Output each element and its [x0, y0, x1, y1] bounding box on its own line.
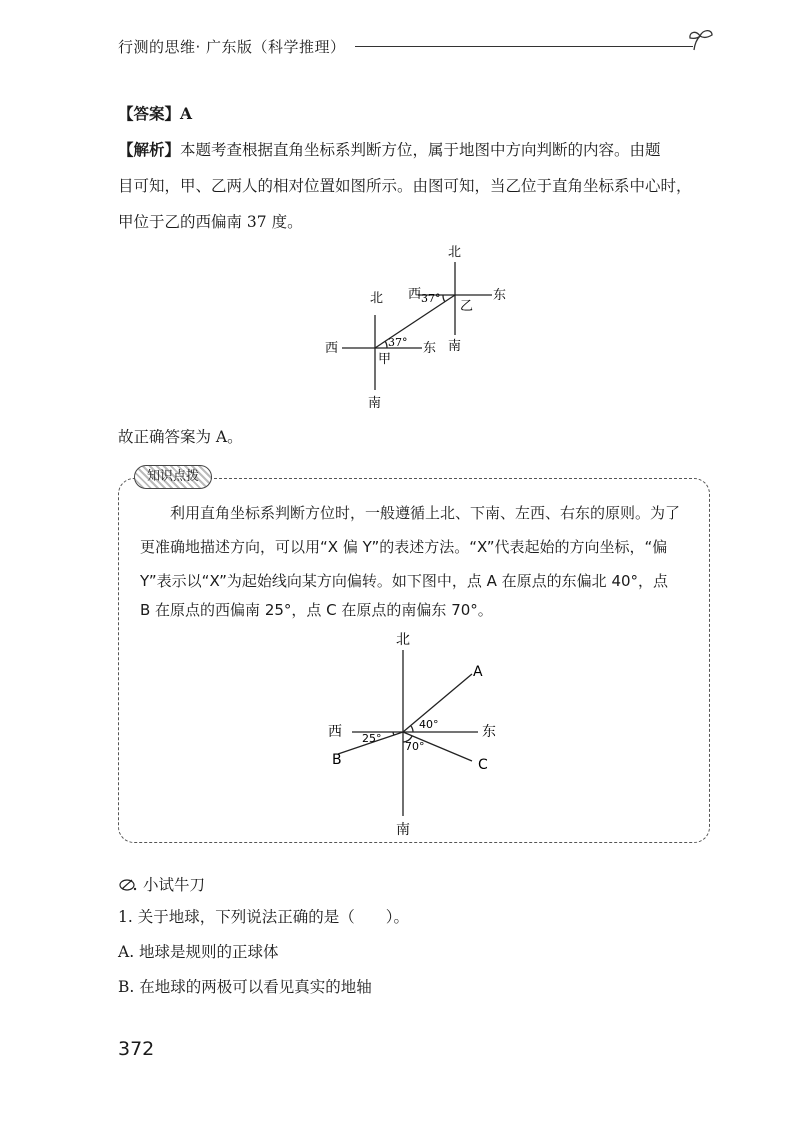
angle-b-label: 25° [362, 732, 382, 745]
practice-question: 1. 关于地球，下列说法正确的是（ ）。 [118, 908, 409, 926]
page-number: 372 [118, 1038, 155, 1060]
practice-heading-line [118, 872, 205, 898]
jia-yi-connection [375, 295, 455, 348]
point-c-label: C [478, 757, 488, 773]
figure-direction-diagram [310, 628, 510, 838]
tip-line-2: 更准确地描述方向，可以用“X 偏 Y”的表述方法。“X”代表起始的方向坐标，“偏 [140, 538, 668, 556]
answer-value: A [180, 104, 193, 123]
analysis-line-3: 甲位于乙的西偏南 37 度。 [118, 213, 303, 231]
jia-east-label: 东 [423, 341, 437, 356]
yi-angle-arc [443, 295, 445, 302]
jia-west-label: 西 [325, 341, 339, 356]
angle-a-arc [411, 726, 413, 732]
jia-name-label: 甲 [378, 352, 392, 367]
running-header: 行测的思维· 广东版（科学推理） [118, 38, 346, 56]
knowledge-tip-label: 知识点拨 [134, 465, 212, 489]
figure-jia-yi-diagram [300, 240, 540, 420]
answer-label: 【答案】 [118, 104, 181, 123]
pencil-icon [118, 877, 138, 891]
south-label: 南 [396, 822, 410, 838]
yi-east-label: 东 [493, 288, 507, 303]
point-b-label: B [332, 752, 342, 768]
jia-angle-arc [385, 341, 387, 348]
yi-west-label: 西 [408, 287, 422, 302]
practice-option-a: A. 地球是规则的正球体 [118, 943, 279, 961]
sprout-icon [686, 26, 716, 52]
angle-c-label: 70° [405, 740, 425, 753]
yi-angle-label: 37° [421, 292, 441, 305]
header-rule [355, 46, 693, 47]
west-label: 西 [328, 724, 342, 740]
jia-angle-label: 37° [388, 336, 408, 349]
tip-line-1: 利用直角坐标系判断方位时，一般遵循上北、下南、左西、右东的原则。为了 [170, 504, 681, 522]
yi-north-label: 北 [448, 245, 462, 260]
angle-a-label: 40° [419, 718, 439, 731]
tip-line-3: Y”表示以“X”为起始线向某方向偏转。如下图中，点 A 在原点的东偏北 40°，点 [140, 572, 669, 590]
analysis-label: 【解析】 [118, 140, 181, 159]
jia-south-label: 南 [368, 396, 382, 411]
practice-option-b: B. 在地球的两极可以看见真实的地轴 [118, 978, 372, 996]
answer-line [118, 101, 192, 127]
conclusion: 故正确答案为 A。 [118, 428, 243, 446]
yi-name-label: 乙 [460, 299, 474, 314]
yi-south-label: 南 [448, 339, 462, 354]
practice-heading: 小试牛刀 [142, 876, 205, 894]
jia-north-label: 北 [370, 291, 384, 306]
east-label: 东 [482, 724, 496, 740]
analysis-line-1: 【解析】本题考查根据直角坐标系判断方位，属于地图中方向判断的内容。由题 [118, 140, 661, 159]
tip-line-4: B 在原点的西偏南 25°，点 C 在原点的南偏东 70°。 [140, 601, 493, 619]
analysis-line-2: 目可知，甲、乙两人的相对位置如图所示。由图可知，当乙位于直角坐标系中心时， [118, 177, 692, 195]
north-label: 北 [396, 632, 410, 648]
point-a-label: A [473, 664, 483, 680]
